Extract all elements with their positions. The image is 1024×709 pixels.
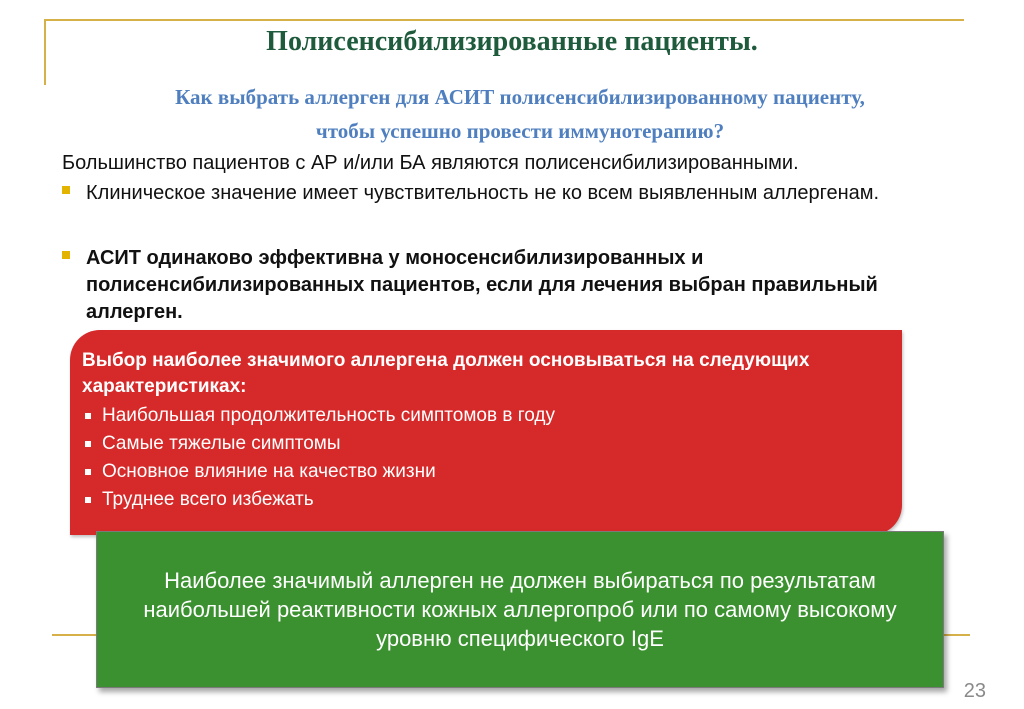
bullet-text: Клиническое значение имеет чувствительность не ко всем выявленным аллергенам. [86, 182, 880, 204]
bullet-text: АСИТ одинаково эффективна у моносенсибилизированных и полисенсибилизированных пациентов, если для лечения выбран правильный аллерген. [86, 247, 878, 323]
list-item-text: Основное влияние на качество жизни [102, 461, 436, 482]
subtitle-line-1: Как выбрать аллерген для АСИТ полисенсибилизированному пациенту, [175, 85, 865, 109]
page-number: 23 [963, 680, 986, 702]
square-bullet-icon [85, 497, 91, 503]
subtitle-line-2: чтобы успешно провести иммунотерапию? [315, 119, 725, 143]
slide-title: Полисенсибилизированные пациенты. [266, 26, 758, 57]
conclusion-text: Наиболее значимый аллерген не должен выбираться по результатам наибольшей реактивности кожных аллергопроб или по самому высокому уровню специфического IgE [143, 568, 897, 651]
criteria-heading: Выбор наиболее значимого аллергена должен основываться на следующих характеристиках: [82, 350, 810, 397]
bullet-item [62, 180, 906, 207]
list-item-text: Труднее всего избежать [102, 489, 314, 510]
list-item [82, 402, 892, 430]
slide-subtitle [70, 80, 970, 148]
conclusion-box [96, 531, 944, 688]
square-bullet-icon [62, 186, 70, 194]
bullet-item [62, 245, 906, 326]
lead-text: Большинство пациентов с АР и/или БА являются полисенсибилизированными. [62, 152, 799, 174]
square-bullet-icon [85, 469, 91, 475]
list-item [82, 430, 892, 458]
list-item-text: Наибольшая продолжительность симптомов в году [102, 405, 555, 426]
square-bullet-icon [85, 441, 91, 447]
criteria-list [82, 402, 892, 514]
list-item [82, 486, 892, 514]
square-bullet-icon [85, 413, 91, 419]
square-bullet-icon [62, 251, 70, 259]
top-rule [44, 19, 964, 21]
list-item [82, 458, 892, 486]
list-item-text: Самые тяжелые симптомы [102, 433, 341, 454]
criteria-box [70, 330, 902, 535]
